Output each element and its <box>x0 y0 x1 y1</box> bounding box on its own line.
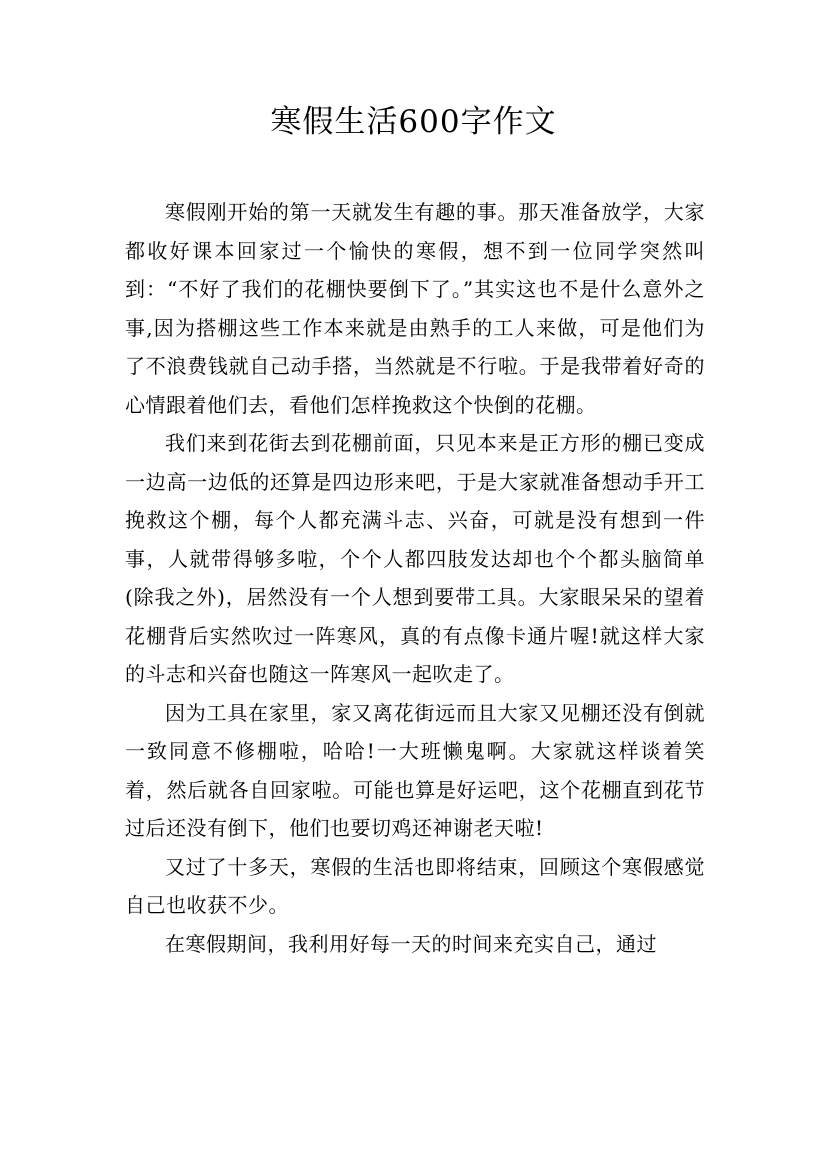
paragraph-1: 寒假刚开始的第一天就发生有趣的事。那天准备放学，大家都收好课本回家过一个愉快的寒假，想不到一位同学突然叫到：“不好了我们的花棚快要倒下了。”其实这也不是什么意外之事,因为搭棚这些工作本来就是由熟手的工人来做，可是他们为了不浪费钱就自己动手搭，当然就是不行啦。于是我带着好奇的心情跟着他们去，看他们怎样挽救这个快倒的花棚。 <box>125 200 705 417</box>
paragraph-2: 我们来到花街去到花棚前面，只见本来是正方形的棚已变成一边高一边低的还算是四边形来吧，于是大家就准备想动手开工挽救这个棚，每个人都充满斗志、兴奋，可就是没有想到一件事，人就带得够多啦，个个人都四肢发达却也个个都头脑简单(除我之外)，居然没有一个人想到要带工具。大家眼呆呆的望着花棚背后实然吹过一阵寒风，真的有点像卡通片喔!就这样大家的斗志和兴奋也随这一阵寒风一起吹走了。 <box>125 431 705 686</box>
paragraph-5: 在寒假期间，我利用好每一天的时间来充实自己，通过 <box>165 931 657 956</box>
paragraph-4: 又过了十多天，寒假的生活也即将结束，回顾这个寒假感觉自己也收获不少。 <box>125 854 705 917</box>
document-title: 寒假生活600字作文 <box>270 104 557 140</box>
paragraph-3: 因为工具在家里，家又离花街远而且大家又见棚还没有倒就一致同意不修棚啦，哈哈!一大班懒鬼啊。大家就这样谈着笑着，然后就各自回家啦。可能也算是好运吧，这个花棚直到花节过后还没有倒下，他们也要切鸡还神谢老天啦! <box>125 700 705 840</box>
document-body <box>125 193 705 963</box>
